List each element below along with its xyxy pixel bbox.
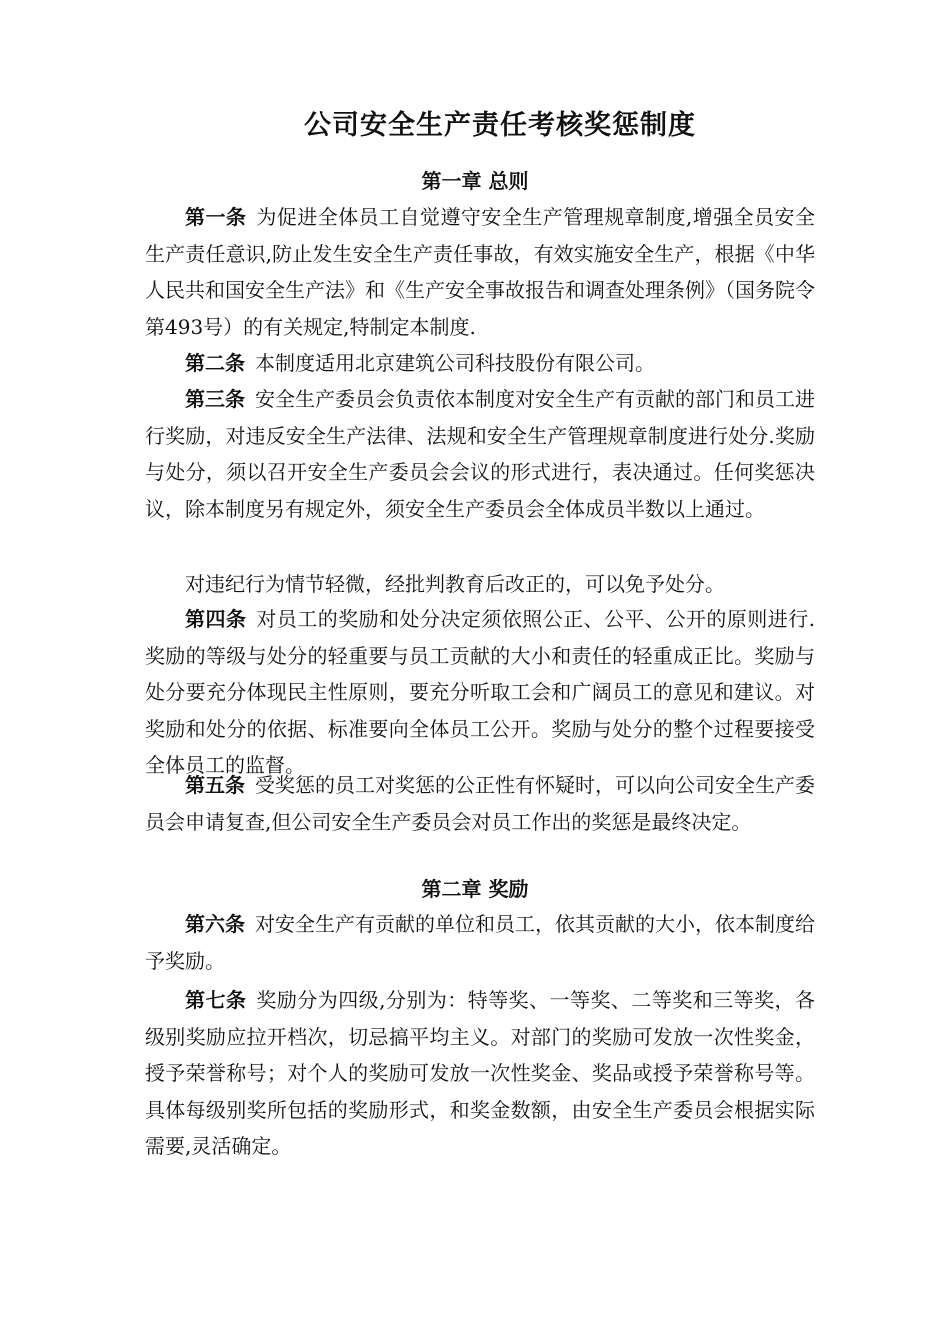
article-text: 对安全生产有贡献的单位和员工，依其贡献的大小，依本制度给予奖励。 — [145, 912, 815, 973]
article-label: 第一条 — [185, 205, 247, 229]
article-label: 第三条 — [185, 387, 245, 411]
article-6 — [145, 906, 815, 979]
article-3-supplement — [145, 566, 815, 603]
article-7 — [145, 982, 815, 1165]
article-5 — [145, 767, 815, 840]
article-label: 第五条 — [185, 773, 245, 797]
article-text: 为促进全体员工自觉遵守安全生产管理规章制度,增强全员安全生产责任意识,防止发生安全生产责任事故，有效实施安全生产，根据《中华人民共和国安全生产法》和《生产安全事故报告和调查处理条例》（国务院令第493号）的有关规定,特制定本制度. — [145, 205, 816, 339]
article-label: 第二条 — [185, 351, 245, 375]
document-title: 公司安全生产责任考核奖惩制度 — [304, 110, 696, 141]
article-text: 对员工的奖励和处分决定须依照公正、公平、公开的原则进行.奖励的等级与处分的轻重要与员工贡献的大小和责任的轻重成正比。奖励与处分要充分体现民主性原则，要充分听取工会和广阔员工的意见和建议。对奖励和处分的依据、标准要向全体员工公开。奖励与处分的整个过程要接受全体员工的监督。 — [145, 607, 816, 778]
article-text: 安全生产委员会负责依本制度对安全生产有贡献的部门和员工进行奖励，对违反安全生产法律、法规和安全生产管理规章制度进行处分.奖励与处分，须以召开安全生产委员会会议的形式进行，表决通过。任何奖惩决议，除本制度另有规定外，须安全生产委员会全体成员半数以上通过。 — [145, 387, 815, 521]
article-3 — [145, 381, 815, 527]
article-text: 本制度适用北京建筑公司科技股份有限公司。 — [255, 351, 655, 375]
chapter-heading-2: 第二章 奖励 — [421, 877, 529, 901]
article-label: 第七条 — [185, 988, 247, 1012]
article-text: 奖励分为四级,分别为：特等奖、一等奖、二等奖和三等奖，各级别奖励应拉开档次，切忌搞平均主义。对部门的奖励可发放一次性奖金，授予荣誉称号；对个人的奖励可发放一次性奖金、奖品或授予荣誉称号等。具体每级别奖所包括的奖励形式，和奖金数额，由安全生产委员会根据实际需要,灵活确定。 — [145, 988, 816, 1159]
article-label: 第六条 — [185, 912, 245, 936]
article-text: 对违纪行为情节轻微，经批判教育后改正的，可以免予处分。 — [185, 572, 725, 596]
article-2 — [145, 345, 815, 382]
article-1 — [145, 199, 815, 345]
article-text: 受奖惩的员工对奖惩的公正性有怀疑时，可以向公司安全生产委员会申请复查,但公司安全生产委员会对员工作出的奖惩是最终决定。 — [145, 773, 815, 834]
article-label: 第四条 — [185, 607, 247, 631]
chapter-heading-1: 第一章 总则 — [421, 169, 529, 193]
article-4 — [145, 601, 815, 784]
